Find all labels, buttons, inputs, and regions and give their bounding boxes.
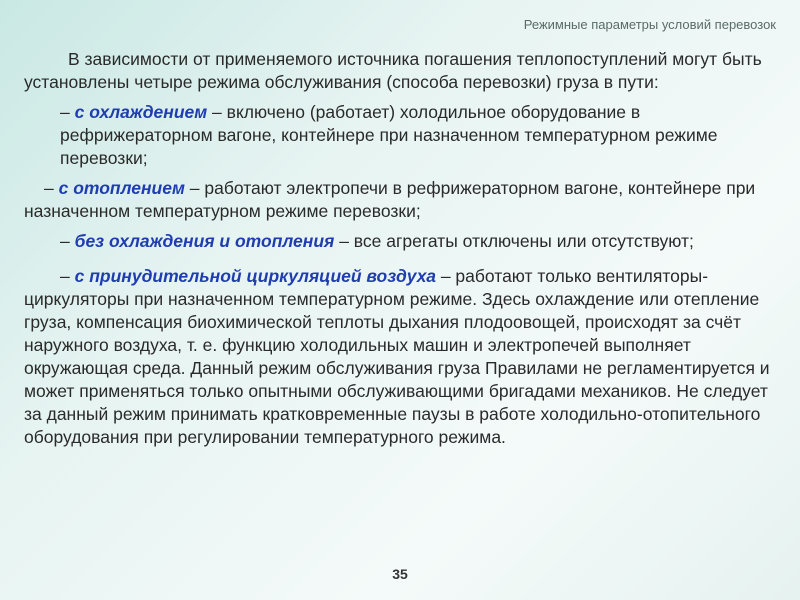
slide-body: [24, 48, 784, 456]
mode-item-ventilation: [24, 265, 784, 449]
mode-term-heating: с отоплением: [58, 178, 185, 198]
mode-item-off: [24, 230, 784, 253]
slide-header-title: Режимные параметры условий перевозок: [523, 17, 776, 32]
page-number: 35: [392, 566, 408, 582]
mode-item-heating: [24, 177, 784, 223]
intro-paragraph: В зависимости от применяемого источника погашения теплопоступлений могут быть установлены четыре режима обслуживания (способа перевозки) груза в пути:: [24, 49, 762, 92]
mode-term-off: без охлаждения и отопления: [74, 231, 335, 251]
bullet-dash: –: [44, 178, 59, 198]
mode-term-ventilation: с принудительной циркуляцией воздуха: [74, 266, 436, 286]
bullet-dash: –: [60, 102, 75, 122]
mode-description-cooling: – включено (работает) холодильное оборудование в рефрижераторном вагоне, контейнере при назначенном температурном режиме перевозки;: [60, 102, 718, 168]
mode-description-off: – все агрегаты отключены или отсутствуют;: [334, 231, 694, 251]
bullet-dash: –: [60, 266, 75, 286]
bullet-dash: –: [60, 231, 75, 251]
mode-description-heating: – работают электропечи в рефрижераторном вагоне, контейнере при назначенном температурном режиме перевозки;: [24, 178, 756, 221]
mode-item-cooling: [24, 101, 784, 170]
mode-description-ventilation: – работают только вентиляторы-циркуляторы при назначенном температурном режиме. Здесь охлаждение или отепление груза, компенсация биохимической теплоты дыхания плодоовощей, происходят за счёт наружного воздуха, т. е. функцию холодильных машин и электропечей выполняет окружающая среда. Данный режим обслуживания груза Правилами не регламентируется и может применяться только опытными обслуживающими бригадами механиков. Не следует за данный режим принимать кратковременные паузы в работе холодильно-отопительного оборудования при регулировании температурного режима.: [24, 266, 770, 447]
mode-term-cooling: с охлаждением: [74, 102, 208, 122]
